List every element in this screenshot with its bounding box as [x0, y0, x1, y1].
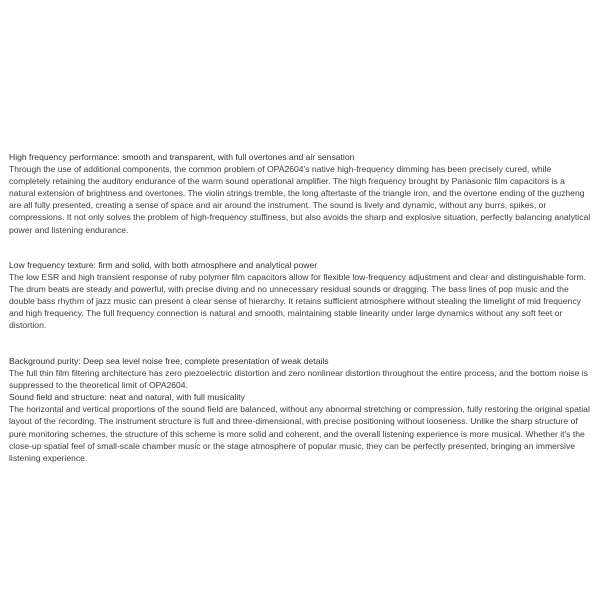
section-heading: Sound field and structure: neat and natural, with full musicality: [9, 392, 245, 403]
section-heading: Low frequency texture: firm and solid, with both atmosphere and analytical power: [9, 260, 318, 270]
section-body: The full thin film filtering architecture has zero piezoelectric distortion and zero nonlinear distortion throughout the entire process, and the bottom noise is suppressed to the theoretical limit of OPA2604.: [9, 368, 588, 391]
section-heading: Background purity: Deep sea level noise free, complete presentation of weak details: [9, 356, 329, 366]
section-body: The horizontal and vertical proportions of the sound field are balanced, without any abnormal stretching or compression, fully restoring the original spatial layout of the recording. The instrument structure is full and three-dimensional, with precise positioning without looseness. Unlike the sharp structure of pure monitoring schemes, the structure of this scheme is more solid and coherent, and the overall listening experience is more musical. Whether it's the close-up spatial feel of small-scale chamber music or the stage atmosphere of popular music, they can be perfectly presented, bringing an immersive listening experience.: [9, 404, 590, 463]
background-and-soundfield-section: [9, 355, 593, 464]
section-heading: High frequency performance: smooth and transparent, with full overtones and air sensation: [9, 152, 355, 162]
section-body: The low ESR and high transient response of ruby polymer film capacitors allow for flexible low-frequency adjustment and clear and distinguishable form. The drum beats are steady and powerful, with precise diving and no unnecessary residual sounds or dragging. The bass lines of pop music and the double bass rhythm of jazz music can present a clear sense of hierarchy. It retains sufficient atmosphere without stealing the limelight of mid frequency and high frequency. The full frequency connection is natural and smooth, maintaining stable linearity under large dynamics without any soft feet or distortion.: [9, 272, 587, 331]
section-body: Through the use of additional components, the common problem of OPA2604's native high-frequency dimming has been precisely cured, while completely retaining the auditory endurance of the warm sound operational amplifier. The high frequency brought by Panasonic film capacitors is a natural extension of brightness and overtones. The violin strings tremble, the long aftertaste of the triangle iron, and the overtone ending of the guzheng are all fully presented, creating a sense of space and air around the instrument. The sound is lively and dynamic, without any burrs, spikes, or compressions. It not only solves the problem of high-frequency stuffiness, but also avoids the sharp and explosive situation, perfectly balancing analytical power and listening endurance.: [9, 164, 591, 235]
high-frequency-section: [9, 151, 593, 236]
low-frequency-section: [9, 259, 593, 332]
